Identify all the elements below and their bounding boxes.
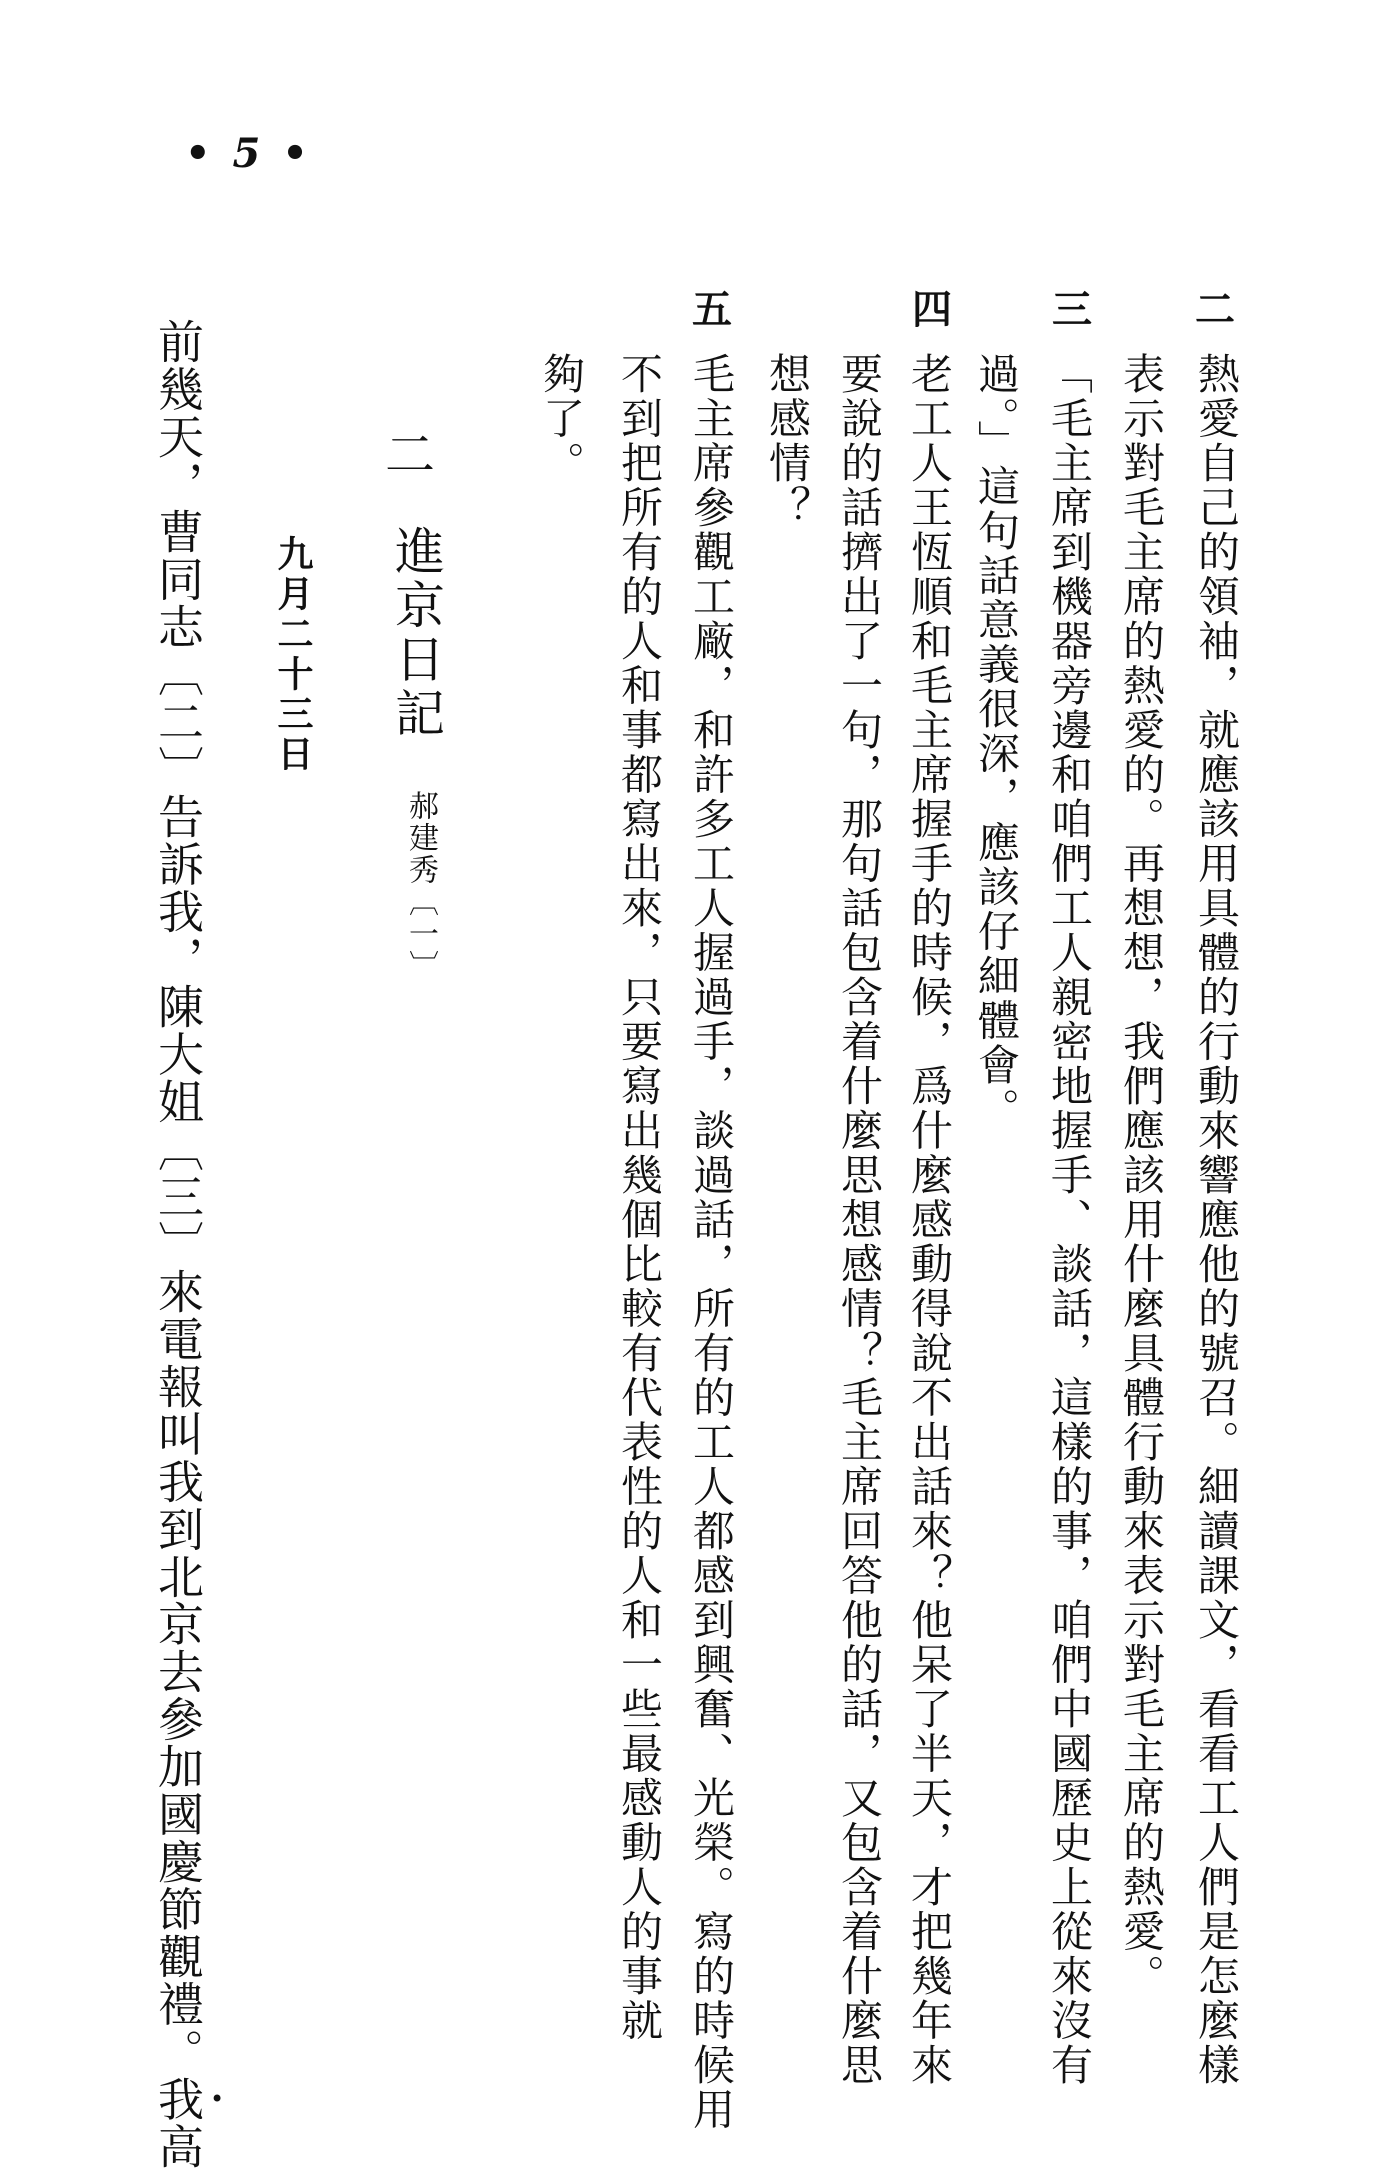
item-number: 四 (912, 286, 952, 333)
text-column: 要說的話擠出了一句，那句話包含着什麼思想感情？毛主席回答他的話，又包含着什麼思 (835, 352, 884, 2088)
text-column: 熱愛自己的領袖，就應該用具體的行動來響應他的號召。細讀課文，看看工人們是怎麼樣 (1192, 352, 1241, 2088)
text-column: 過。」這句話意義很深，應該仔細體會。 (972, 352, 1021, 1132)
text-column: 不到把所有的人和事都寫出來，只要寫出幾個比較有代表性的人和一些最感動人的事就 (615, 352, 664, 2043)
body-text: 前幾天，曹同志〔二〕告訴我，陳大姐〔三〕來電報叫我到北京去參加國慶節觀禮。我高 (151, 318, 205, 2171)
text-column: 夠了。 (537, 352, 586, 486)
lesson-author: 郝建秀〔一〕 (403, 790, 438, 982)
footer-mark: • (210, 2085, 225, 2113)
text-column: 想感情？ (763, 352, 812, 530)
item-number: 二 (1195, 286, 1235, 333)
text-column: 毛主席參觀工廠，和許多工人握過手，談過話，所有的工人都感到興奮、光榮。寫的時候用 (687, 352, 736, 2132)
lesson-number: 二 (385, 426, 435, 484)
text-column: 表示對毛主席的熱愛的。再想想，我們應該用什麼具體行動來表示對毛主席的熱愛。 (1117, 352, 1166, 1999)
diary-date: 九月二十三日 (272, 535, 314, 775)
page-number: • 5 • (185, 130, 312, 177)
item-number: 三 (1052, 286, 1092, 333)
lesson-title: 進京日記 (387, 525, 445, 741)
text-column: 老工人王恆順和毛主席握手的時候，爲什麼感動得說不出話來？他呆了半天，才把幾年來 (905, 352, 954, 2088)
item-number: 五 (692, 286, 732, 333)
text-column: 「毛主席到機器旁邊和咱們工人親密地握手、談話，這樣的事，咱們中國歷史上從來沒有 (1045, 352, 1094, 2088)
